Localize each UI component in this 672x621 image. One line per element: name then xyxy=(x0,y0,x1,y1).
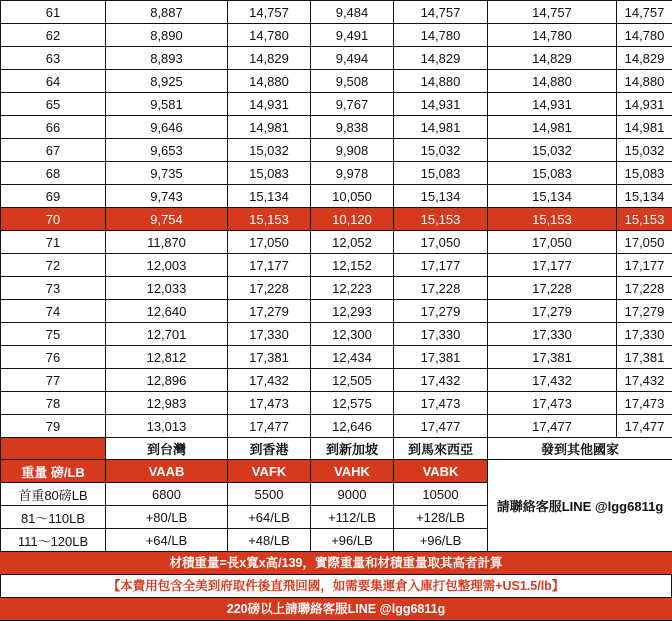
rate-cell-other-1: 17,432 xyxy=(488,369,617,392)
dest-malaysia: 到馬來西亞 xyxy=(394,438,488,460)
rate-cell-taiwan: 9,754 xyxy=(106,208,228,231)
rate-cell-malaysia: 15,134 xyxy=(394,185,488,208)
rate-cell-hongkong: 17,228 xyxy=(228,277,311,300)
notes-section xyxy=(0,552,672,621)
rate-cell-other-1: 14,757 xyxy=(488,1,617,24)
fee-singapore: +112/LB xyxy=(311,506,394,529)
rate-cell-weight: 78 xyxy=(1,392,106,415)
code-singapore: VAHK xyxy=(311,460,394,483)
code-malaysia: VABK xyxy=(394,460,488,483)
rate-cell-taiwan: 12,896 xyxy=(106,369,228,392)
rate-cell-singapore: 12,152 xyxy=(311,254,394,277)
dest-taiwan: 到台灣 xyxy=(106,438,228,460)
rate-cell-weight: 76 xyxy=(1,346,106,369)
rate-cell-hongkong: 14,757 xyxy=(228,1,311,24)
rate-row xyxy=(1,93,672,116)
fee-singapore: 9000 xyxy=(311,483,394,506)
rate-cell-other-1: 15,083 xyxy=(488,162,617,185)
rate-cell-weight: 67 xyxy=(1,139,106,162)
rate-row-highlighted xyxy=(1,208,672,231)
fee-hongkong: 5500 xyxy=(228,483,311,506)
code-taiwan: VAAB xyxy=(106,460,228,483)
rate-cell-other-1: 17,473 xyxy=(488,392,617,415)
rate-cell-taiwan: 12,812 xyxy=(106,346,228,369)
rate-cell-weight: 65 xyxy=(1,93,106,116)
rate-cell-malaysia: 17,330 xyxy=(394,323,488,346)
rate-row xyxy=(1,47,672,70)
rate-cell-malaysia: 17,177 xyxy=(394,254,488,277)
rate-cell-other-2: 14,880 xyxy=(617,70,672,93)
rate-cell-taiwan: 12,701 xyxy=(106,323,228,346)
rate-cell-taiwan: 13,013 xyxy=(106,415,228,438)
dest-singapore: 到新加坡 xyxy=(311,438,394,460)
rate-cell-singapore: 12,223 xyxy=(311,277,394,300)
rate-cell-singapore: 12,052 xyxy=(311,231,394,254)
rate-cell-taiwan: 11,870 xyxy=(106,231,228,254)
fee-label: 首重80磅LB xyxy=(1,483,106,506)
rate-cell-singapore: 12,505 xyxy=(311,369,394,392)
rate-cell-weight: 66 xyxy=(1,116,106,139)
rate-cell-other-1: 15,032 xyxy=(488,139,617,162)
weight-header: 重量 磅/LB xyxy=(1,460,106,483)
rate-cell-weight: 74 xyxy=(1,300,106,323)
rate-cell-other-2: 14,757 xyxy=(617,1,672,24)
fee-taiwan: +64/LB xyxy=(106,529,228,552)
fee-taiwan: 6800 xyxy=(106,483,228,506)
rate-cell-singapore: 12,646 xyxy=(311,415,394,438)
rate-cell-malaysia: 17,473 xyxy=(394,392,488,415)
rate-cell-other-2: 14,931 xyxy=(617,93,672,116)
rate-cell-malaysia: 14,931 xyxy=(394,93,488,116)
rate-row xyxy=(1,116,672,139)
code-row xyxy=(1,460,672,483)
rate-row xyxy=(1,185,672,208)
rate-cell-taiwan: 8,890 xyxy=(106,24,228,47)
rate-cell-malaysia: 17,279 xyxy=(394,300,488,323)
contact-cell: 請聯絡客服LINE @lgg6811g xyxy=(488,460,672,552)
rate-cell-hongkong: 14,780 xyxy=(228,24,311,47)
rate-cell-hongkong: 17,177 xyxy=(228,254,311,277)
rate-cell-singapore: 12,434 xyxy=(311,346,394,369)
rate-cell-singapore: 12,575 xyxy=(311,392,394,415)
rate-cell-malaysia: 17,477 xyxy=(394,415,488,438)
rate-cell-singapore: 9,908 xyxy=(311,139,394,162)
rate-cell-singapore: 10,050 xyxy=(311,185,394,208)
rate-cell-taiwan: 12,983 xyxy=(106,392,228,415)
fee-malaysia: +96/LB xyxy=(394,529,488,552)
fee-section xyxy=(1,438,672,552)
rate-cell-other-1: 14,780 xyxy=(488,24,617,47)
rate-row xyxy=(1,369,672,392)
rate-row xyxy=(1,1,672,24)
fee-singapore: +96/LB xyxy=(311,529,394,552)
rate-cell-hongkong: 15,083 xyxy=(228,162,311,185)
rate-cell-other-2: 17,050 xyxy=(617,231,672,254)
rate-cell-other-2: 14,780 xyxy=(617,24,672,47)
rate-cell-other-2: 17,381 xyxy=(617,346,672,369)
rate-cell-other-2: 17,477 xyxy=(617,415,672,438)
rate-cell-malaysia: 17,228 xyxy=(394,277,488,300)
rate-cell-other-2: 17,473 xyxy=(617,392,672,415)
rate-cell-other-2: 17,330 xyxy=(617,323,672,346)
rate-cell-other-2: 15,032 xyxy=(617,139,672,162)
rate-cell-taiwan: 8,887 xyxy=(106,1,228,24)
rate-cell-other-1: 17,177 xyxy=(488,254,617,277)
rate-cell-taiwan: 9,735 xyxy=(106,162,228,185)
rate-cell-other-1: 17,477 xyxy=(488,415,617,438)
rate-cell-taiwan: 9,646 xyxy=(106,116,228,139)
rate-cell-other-2: 17,432 xyxy=(617,369,672,392)
rate-cell-taiwan: 12,033 xyxy=(106,277,228,300)
rate-cell-other-1: 15,134 xyxy=(488,185,617,208)
rate-cell-hongkong: 17,477 xyxy=(228,415,311,438)
rate-cell-other-2: 15,134 xyxy=(617,185,672,208)
rate-cell-weight: 61 xyxy=(1,1,106,24)
rate-row xyxy=(1,24,672,47)
rate-cell-hongkong: 14,829 xyxy=(228,47,311,70)
destination-row xyxy=(1,438,672,460)
fee-hongkong: +48/LB xyxy=(228,529,311,552)
destination-corner xyxy=(1,438,106,460)
rate-cell-hongkong: 17,279 xyxy=(228,300,311,323)
warehouse-note: 【本費用包含全美到府取件後直飛回國，如需要集運倉入庫打包整理需+US1.5/lb】 xyxy=(0,575,672,598)
rate-cell-singapore: 9,767 xyxy=(311,93,394,116)
rate-cell-taiwan: 12,640 xyxy=(106,300,228,323)
rate-cell-other-2: 17,177 xyxy=(617,254,672,277)
rate-cell-hongkong: 15,153 xyxy=(228,208,311,231)
rate-cell-hongkong: 17,381 xyxy=(228,346,311,369)
rate-cell-other-1: 14,931 xyxy=(488,93,617,116)
rate-cell-singapore: 12,293 xyxy=(311,300,394,323)
rate-cell-weight: 69 xyxy=(1,185,106,208)
rate-cell-singapore: 12,300 xyxy=(311,323,394,346)
rate-cell-other-2: 15,153 xyxy=(617,208,672,231)
rate-row xyxy=(1,254,672,277)
rate-cell-singapore: 9,494 xyxy=(311,47,394,70)
rate-cell-singapore: 9,491 xyxy=(311,24,394,47)
rate-cell-hongkong: 14,981 xyxy=(228,116,311,139)
rate-cell-hongkong: 17,330 xyxy=(228,323,311,346)
rate-cell-malaysia: 15,153 xyxy=(394,208,488,231)
rate-cell-hongkong: 15,134 xyxy=(228,185,311,208)
rate-cell-other-1: 14,981 xyxy=(488,116,617,139)
rate-cell-malaysia: 17,050 xyxy=(394,231,488,254)
rate-rows xyxy=(1,1,672,438)
rate-row xyxy=(1,323,672,346)
rate-cell-other-1: 14,880 xyxy=(488,70,617,93)
rate-cell-other-1: 17,279 xyxy=(488,300,617,323)
fee-label: 81～110LB xyxy=(1,506,106,529)
rate-cell-taiwan: 9,653 xyxy=(106,139,228,162)
rate-cell-malaysia: 17,432 xyxy=(394,369,488,392)
rate-row xyxy=(1,300,672,323)
rate-cell-weight: 71 xyxy=(1,231,106,254)
rate-row xyxy=(1,139,672,162)
rate-cell-weight: 72 xyxy=(1,254,106,277)
rate-cell-singapore: 10,120 xyxy=(311,208,394,231)
rate-cell-other-2: 17,279 xyxy=(617,300,672,323)
rate-cell-other-2: 14,829 xyxy=(617,47,672,70)
rate-cell-other-1: 17,050 xyxy=(488,231,617,254)
rate-cell-other-1: 17,330 xyxy=(488,323,617,346)
rate-cell-hongkong: 14,931 xyxy=(228,93,311,116)
rate-cell-weight: 64 xyxy=(1,70,106,93)
rate-cell-singapore: 9,508 xyxy=(311,70,394,93)
rate-cell-other-2: 14,981 xyxy=(617,116,672,139)
fee-hongkong: +64/LB xyxy=(228,506,311,529)
code-hongkong: VAFK xyxy=(228,460,311,483)
rate-cell-hongkong: 17,050 xyxy=(228,231,311,254)
rate-row xyxy=(1,346,672,369)
rate-cell-other-2: 15,083 xyxy=(617,162,672,185)
rate-cell-taiwan: 9,743 xyxy=(106,185,228,208)
rate-cell-malaysia: 14,880 xyxy=(394,70,488,93)
rate-cell-taiwan: 8,925 xyxy=(106,70,228,93)
rate-cell-other-1: 17,381 xyxy=(488,346,617,369)
rate-cell-malaysia: 14,829 xyxy=(394,47,488,70)
fee-taiwan: +80/LB xyxy=(106,506,228,529)
rate-cell-other-2: 17,228 xyxy=(617,277,672,300)
rate-row xyxy=(1,415,672,438)
rate-cell-hongkong: 14,880 xyxy=(228,70,311,93)
rate-row xyxy=(1,231,672,254)
rate-cell-malaysia: 14,757 xyxy=(394,1,488,24)
rate-cell-hongkong: 17,432 xyxy=(228,369,311,392)
rate-cell-singapore: 9,838 xyxy=(311,116,394,139)
rate-cell-weight: 68 xyxy=(1,162,106,185)
rate-cell-singapore: 9,484 xyxy=(311,1,394,24)
rate-cell-weight: 70 xyxy=(1,208,106,231)
volume-formula-note: 材積重量=長x寬x高/139，實際重量和材積重量取其高者計算 xyxy=(0,552,672,575)
rate-cell-weight: 73 xyxy=(1,277,106,300)
rate-row xyxy=(1,392,672,415)
fee-label: 111～120LB xyxy=(1,529,106,552)
rate-cell-malaysia: 15,032 xyxy=(394,139,488,162)
rate-cell-hongkong: 15,032 xyxy=(228,139,311,162)
rate-cell-other-1: 17,228 xyxy=(488,277,617,300)
dest-hongkong: 到香港 xyxy=(228,438,311,460)
rate-cell-weight: 77 xyxy=(1,369,106,392)
rate-cell-other-1: 14,829 xyxy=(488,47,617,70)
rate-cell-weight: 79 xyxy=(1,415,106,438)
rate-cell-malaysia: 14,981 xyxy=(394,116,488,139)
rate-cell-taiwan: 12,003 xyxy=(106,254,228,277)
rate-cell-hongkong: 17,473 xyxy=(228,392,311,415)
heavy-weight-note: 220磅以上請聯絡客服LINE @lgg6811g xyxy=(0,598,672,621)
rate-cell-weight: 62 xyxy=(1,24,106,47)
rate-cell-other-1: 15,153 xyxy=(488,208,617,231)
rate-cell-malaysia: 15,083 xyxy=(394,162,488,185)
rate-cell-weight: 63 xyxy=(1,47,106,70)
rate-row xyxy=(1,70,672,93)
rate-cell-malaysia: 17,381 xyxy=(394,346,488,369)
rate-cell-taiwan: 8,893 xyxy=(106,47,228,70)
rate-row xyxy=(1,277,672,300)
rate-cell-taiwan: 9,581 xyxy=(106,93,228,116)
rate-cell-weight: 75 xyxy=(1,323,106,346)
rate-cell-malaysia: 14,780 xyxy=(394,24,488,47)
rate-cell-singapore: 9,978 xyxy=(311,162,394,185)
rate-row xyxy=(1,162,672,185)
fee-malaysia: +128/LB xyxy=(394,506,488,529)
fee-malaysia: 10500 xyxy=(394,483,488,506)
dest-other: 發到其他國家 xyxy=(488,438,672,460)
